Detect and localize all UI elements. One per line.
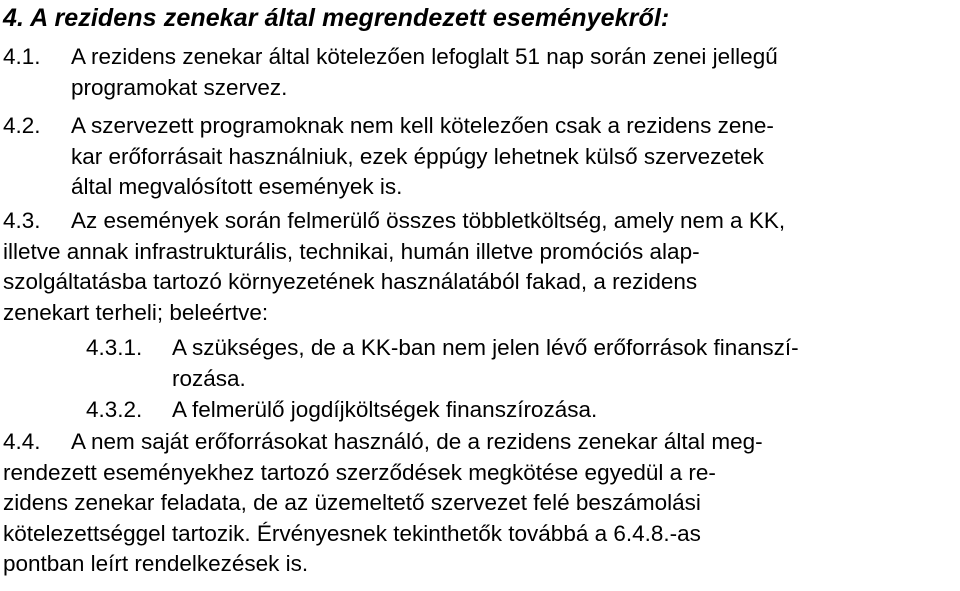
list-item-4-2: [3, 111, 956, 203]
sub-item-text: [172, 395, 956, 426]
list-item-4-4-continued: [3, 458, 956, 580]
text-line: kötelezettséggel tartozik. Érvényesnek tekinthetők továbbá a 6.4.8.-as: [3, 520, 701, 546]
item-number: 4.3.: [3, 208, 41, 233]
text-line: A szükséges, de a KK-ban nem jelen lévő erőforrások finanszí-: [172, 335, 799, 360]
list-item-4-1: [3, 42, 956, 103]
item-number: 4.2.: [3, 113, 41, 138]
item-text: [71, 427, 956, 458]
text-line: A rezidens zenekar által kötelezően lefoglalt 51 nap során zenei jellegű: [71, 44, 778, 69]
text-line: szolgáltatásba tartozó környezetének használatából fakad, a rezidens: [3, 269, 698, 294]
text-line: Az események során felmerülő összes többletköltség, amely nem a KK,: [71, 208, 786, 233]
text-line: zidens zenekar feladata, de az üzemeltető szervezet felé beszámolási: [3, 490, 701, 515]
text-line: A szervezett programoknak nem kell kötelezően csak a rezidens zene-: [71, 113, 774, 138]
sub-item-text: [172, 333, 956, 394]
list-item-4-4: [3, 427, 956, 458]
text-line: illetve annak infrastrukturális, technikai, humán illetve promóciós alap-: [3, 238, 700, 264]
sub-item-4-3-2: [86, 395, 956, 426]
text-line: rendezett eseményekhez tartozó szerződések megkötése egyedül a re-: [3, 459, 716, 485]
item-text: [71, 111, 956, 203]
item-text: [71, 42, 956, 103]
sub-item-number: 4.3.1.: [86, 335, 143, 360]
item-text: [71, 206, 956, 237]
text-line: zenekart terheli; beleértve:: [3, 299, 269, 325]
text-line: programokat szervez.: [71, 74, 288, 100]
text-line: A felmerülő jogdíjköltségek finanszírozása.: [172, 397, 598, 422]
item-number: 4.4.: [3, 429, 41, 454]
section-heading: 4. A rezidens zenekar által megrendezett eseményekről:: [3, 4, 670, 32]
text-line: A nem saját erőforrásokat használó, de a rezidens zenekar által meg-: [71, 429, 763, 454]
sub-item-number: 4.3.2.: [86, 397, 143, 422]
list-item-4-3-continued: [3, 237, 956, 329]
text-line: kar erőforrásait használniuk, ezek éppúgy lehetnek külső szervezetek: [71, 143, 764, 169]
item-number: 4.1.: [3, 44, 41, 69]
list-item-4-3: [3, 206, 956, 237]
text-line: által megvalósított események is.: [71, 174, 403, 199]
text-line: rozása.: [172, 365, 246, 391]
text-line: pontban leírt rendelkezések is.: [3, 551, 309, 576]
sub-item-4-3-1: [86, 333, 956, 394]
